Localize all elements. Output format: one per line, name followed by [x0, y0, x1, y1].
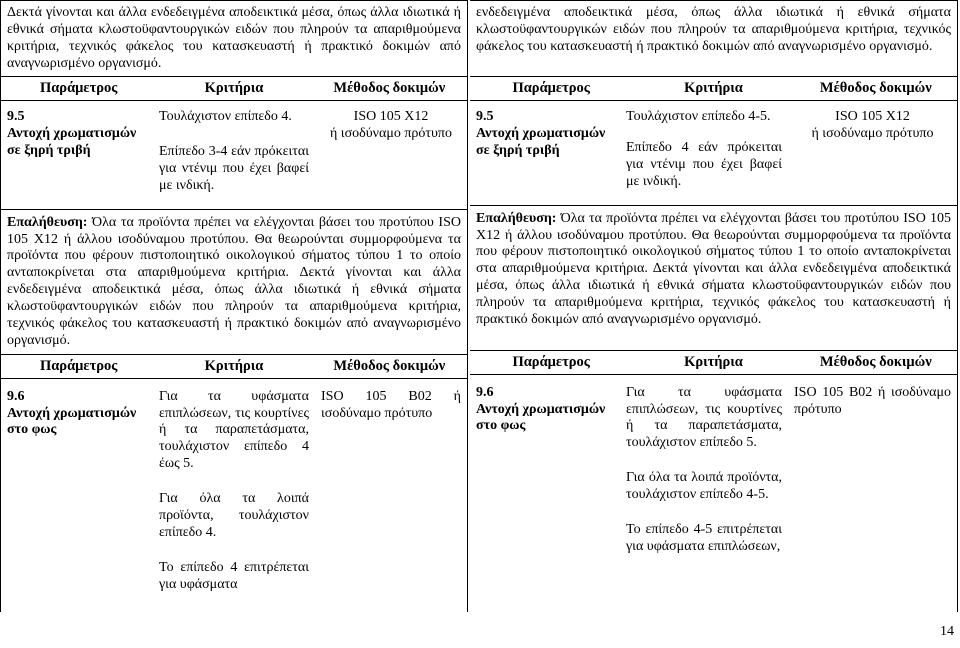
right-header-row-2 — [470, 350, 957, 375]
header-test-method: Μέθοδος δοκιμών — [819, 80, 932, 96]
criteria-text: Για τα υφάσματα επιπλώσεων, τις κουρτίνες ή τα παραπετάσματα, τουλάχιστον επίπεδο 4 έως 5. — [159, 388, 309, 472]
parameter-cell: 9.5 Αντοχή χρωματισμών σε ξηρή τριβή — [7, 109, 137, 158]
criteria-text: Επίπεδο 3-4 εάν πρόκειται για ντένιμ που έχει βαφεί με ινδική. — [159, 143, 309, 193]
table-row — [1, 379, 467, 596]
left-header-row-2 — [1, 354, 467, 379]
criteria-cell — [620, 375, 788, 558]
header-criteria: Κριτήρια — [204, 80, 264, 96]
parameter-cell: 9.5 Αντοχή χρωματισμών σε ξηρή τριβή — [476, 109, 606, 158]
right-criteria-table-2 — [470, 375, 957, 558]
criteria-cell — [153, 101, 315, 209]
criteria-cell — [153, 379, 315, 596]
parameter-cell: 9.6 Αντοχή χρωματισμών στο φως — [476, 384, 606, 434]
header-parameter: Παράμετρος — [39, 80, 118, 96]
test-method-cell: ISO 105 B02 ή ισοδύναμο πρότυπο — [321, 388, 461, 421]
header-criteria: Κριτήρια — [684, 80, 743, 96]
criteria-cell — [620, 101, 788, 205]
criteria-text: Για όλα τα λοιπά προϊόντα, τουλάχιστον επίπεδο 4. — [159, 491, 309, 540]
header-test-method: Μέθοδος δοκιμών — [819, 353, 932, 370]
table-row — [1, 101, 467, 209]
left-column — [0, 0, 468, 612]
table-row — [470, 101, 957, 205]
header-criteria: Κριτήρια — [684, 353, 743, 370]
header-test-method: Μέθοδος δοκιμών — [333, 80, 446, 96]
criteria-text: Τουλάχιστον επίπεδο 4. — [159, 109, 292, 124]
verification-label: Επαλήθευση: — [476, 210, 557, 226]
criteria-text: Για όλα τα λοιπά προϊόντα, τουλάχιστον επίπεδο 4-5. — [626, 470, 782, 503]
test-method-cell: ISO 105 B02 ή ισοδύναμο πρότυπο — [794, 384, 951, 417]
test-method-cell: ISO 105 X12 ή ισοδύναμο πρότυπο — [811, 109, 934, 141]
criteria-text: Για τα υφάσματα επιπλώσεων, τις κουρτίνες ή τα παραπετάσματα, τουλάχιστον επίπεδο 5. — [626, 384, 782, 451]
test-method-cell: ISO 105 X12 ή ισοδύναμο πρότυπο — [329, 109, 452, 141]
left-header-row-1 — [1, 76, 467, 101]
parameter-cell: 9.6 Αντοχή χρωματισμών στο φως — [7, 388, 137, 438]
table-row — [470, 375, 957, 558]
right-top-text: ενδεδειγμένα αποδεικτικά μέσα, όπως άλλα ιδιωτικά ή εθνικά σήματα κλωστοϋφαντουργικών ειδών που πληρούν τα απαριθμούμενα κριτήρια, τεχνικός φάκελος του κατασκευαστή ή πρακτικό δοκιμών από αναγνωρισμένο οργανισμό. — [476, 5, 951, 54]
verification-label: Επαλήθευση: — [7, 214, 88, 230]
page-number: 14 — [940, 624, 954, 639]
verification-text: Όλα τα προϊόντα πρέπει να ελέγχονται βάσει του προτύπου ISO 105 X12 ή άλλου ισοδύναμου προτύπου. Θα θεωρούνται συμμορφούμενα τα προϊόντα που φέρουν πιστοποιητικό οικολογικού σήματος τύπου 1 το οποίο ανταποκρίνεται στα απαριθμούμενα κριτήρια. Δεκτά γίνονται και άλλα ενδεδειγμένα αποδεικτικά μέσα, όπως άλλα ιδιωτικά ή εθνικά σήματα κλωστοϋφαντουργικών ειδών που πληρούν τα απαριθμούμενα κριτήρια, τεχνικός φάκελος του κατασκευαστή ή πρακτικό δοκιμών από αναγνωρισμένο οργανισμό. — [7, 214, 461, 348]
right-criteria-table-1 — [470, 101, 957, 205]
left-verification — [1, 209, 467, 354]
header-test-method: Μέθοδος δοκιμών — [333, 357, 446, 374]
header-parameter: Παράμετρος — [39, 357, 118, 374]
criteria-text: Το επίπεδο 4-5 επιτρέπεται για υφάσματα επιπλώσεων, — [626, 522, 782, 554]
right-verification — [470, 205, 957, 350]
right-criteria-block — [470, 0, 958, 612]
right-header-row-1 — [470, 76, 957, 101]
verification-text: Όλα τα προϊόντα πρέπει να ελέγχονται βάσει του προτύπου ISO 105 X12 ή άλλου ισοδύναμου προτύπου. Θα θεωρούνται συμμορφούμενα τα προϊόντα που φέρουν πιστοποιητικό οικολογικού σήματος τύπου 1 το οποίο ανταποκρίνεται στα απαριθμούμενα κριτήρια. Δεκτά γίνονται και άλλα ενδεδειγμένα αποδεικτικά μέσα, όπως άλλα ιδιωτικά ή εθνικά σήματα κλωστοϋφαντουργικών ειδών που πληρούν τα απαριθμούμενα κριτήρια, τεχνικός φάκελος του κατασκευαστή ή πρακτικό δοκιμών από αναγνωρισμένο οργανισμό. — [476, 210, 951, 328]
criteria-text: Επίπεδο 4 εάν πρόκειται για ντένιμ που έχει βαφεί με ινδική. — [626, 139, 782, 189]
header-criteria: Κριτήρια — [204, 357, 264, 374]
header-parameter: Παράμετρος — [512, 80, 590, 96]
left-criteria-block — [0, 0, 468, 612]
left-top-text: Δεκτά γίνονται και άλλα ενδεδειγμένα αποδεικτικά μέσα, όπως άλλα ιδιωτικά ή εθνικά σήματα κλωστοϋφαντουργικών ειδών που πληρούν τα απαριθμούμενα κριτήρια, τεχνικός φάκελος του κατασκευαστή ή πρακτικό δοκιμών από αναγνωρισμένο οργανισμό. — [7, 5, 461, 71]
criteria-text: Το επίπεδο 4 επιτρέπεται για υφάσματα — [159, 559, 309, 592]
right-column — [470, 0, 958, 612]
left-criteria-table-1 — [1, 101, 467, 209]
criteria-text: Τουλάχιστον επίπεδο 4-5. — [626, 109, 771, 124]
left-criteria-table-2 — [1, 379, 467, 596]
header-parameter: Παράμετρος — [512, 353, 590, 370]
